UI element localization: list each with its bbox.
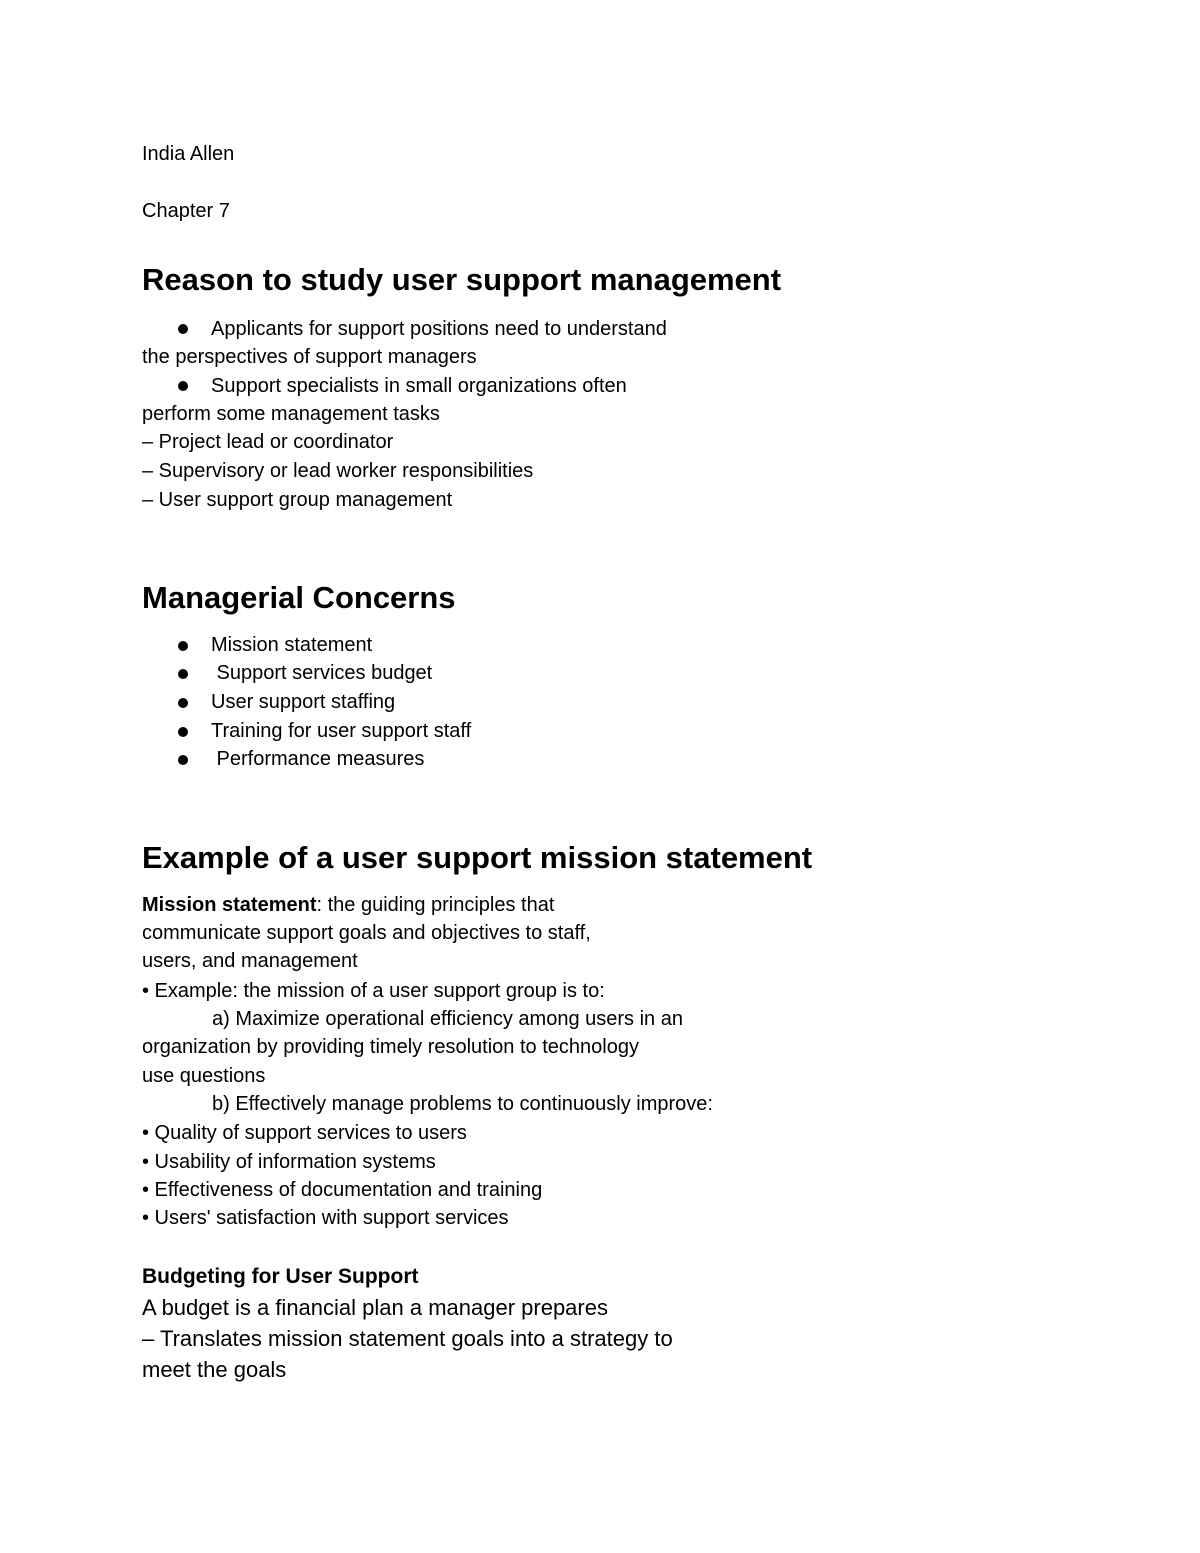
list-item: User support staffing [211, 691, 396, 713]
budget-text-line: – Translates mission statement goals into a strategy to [142, 1326, 673, 1351]
section-heading-reason: Reason to study user support management [142, 262, 782, 297]
sub-bullet-item: • Users' satisfaction with support services [142, 1207, 509, 1229]
example-item-a-continued: organization by providing timely resolution to technology [142, 1036, 639, 1058]
section-heading-budgeting: Budgeting for User Support [142, 1265, 419, 1288]
list-item: Support services budget [211, 662, 433, 684]
section-heading-mission-example: Example of a user support mission statement [142, 840, 813, 875]
sub-bullet-item: • Quality of support services to users [142, 1122, 467, 1144]
bullet-dot-icon [178, 698, 188, 708]
section-heading-managerial-concerns: Managerial Concerns [142, 580, 456, 615]
dash-item: – Supervisory or lead worker responsibilities [142, 460, 534, 482]
bullet-text: Applicants for support positions need to understand [211, 318, 667, 340]
mission-term: Mission statement [142, 894, 317, 916]
mission-definition [142, 893, 554, 917]
mission-definition-text: : the guiding principles that [316, 894, 555, 916]
bullet-dot-icon [178, 324, 188, 334]
mission-definition-line: communicate support goals and objectives to staff, [142, 922, 591, 944]
example-intro: • Example: the mission of a user support group is to: [142, 980, 605, 1002]
sub-bullet-item: • Usability of information systems [142, 1151, 436, 1173]
bullet-text: Support specialists in small organizations often [211, 375, 627, 397]
dash-item: – User support group management [142, 489, 453, 511]
list-item: Mission statement [211, 634, 373, 656]
budget-text-line: A budget is a financial plan a manager prepares [142, 1295, 608, 1320]
bullet-text-continued: perform some management tasks [142, 403, 440, 425]
bullet-text-continued: the perspectives of support managers [142, 346, 477, 368]
bullet-dot-icon [178, 727, 188, 737]
bullet-dot-icon [178, 381, 188, 391]
author-name: India Allen [142, 143, 235, 165]
example-item-a: a) Maximize operational efficiency among users in an [212, 1008, 683, 1030]
example-item-a-continued: use questions [142, 1065, 266, 1087]
list-item: Performance measures [211, 748, 425, 770]
list-item: Training for user support staff [211, 720, 472, 742]
chapter-label: Chapter 7 [142, 200, 230, 222]
budget-text-line: meet the goals [142, 1357, 287, 1382]
bullet-dot-icon [178, 755, 188, 765]
dash-item: – Project lead or coordinator [142, 431, 394, 453]
bullet-dot-icon [178, 669, 188, 679]
mission-definition-line: users, and management [142, 950, 358, 972]
sub-bullet-item: • Effectiveness of documentation and training [142, 1179, 543, 1201]
bullet-dot-icon [178, 641, 188, 651]
example-item-b: b) Effectively manage problems to continuously improve: [212, 1093, 713, 1115]
